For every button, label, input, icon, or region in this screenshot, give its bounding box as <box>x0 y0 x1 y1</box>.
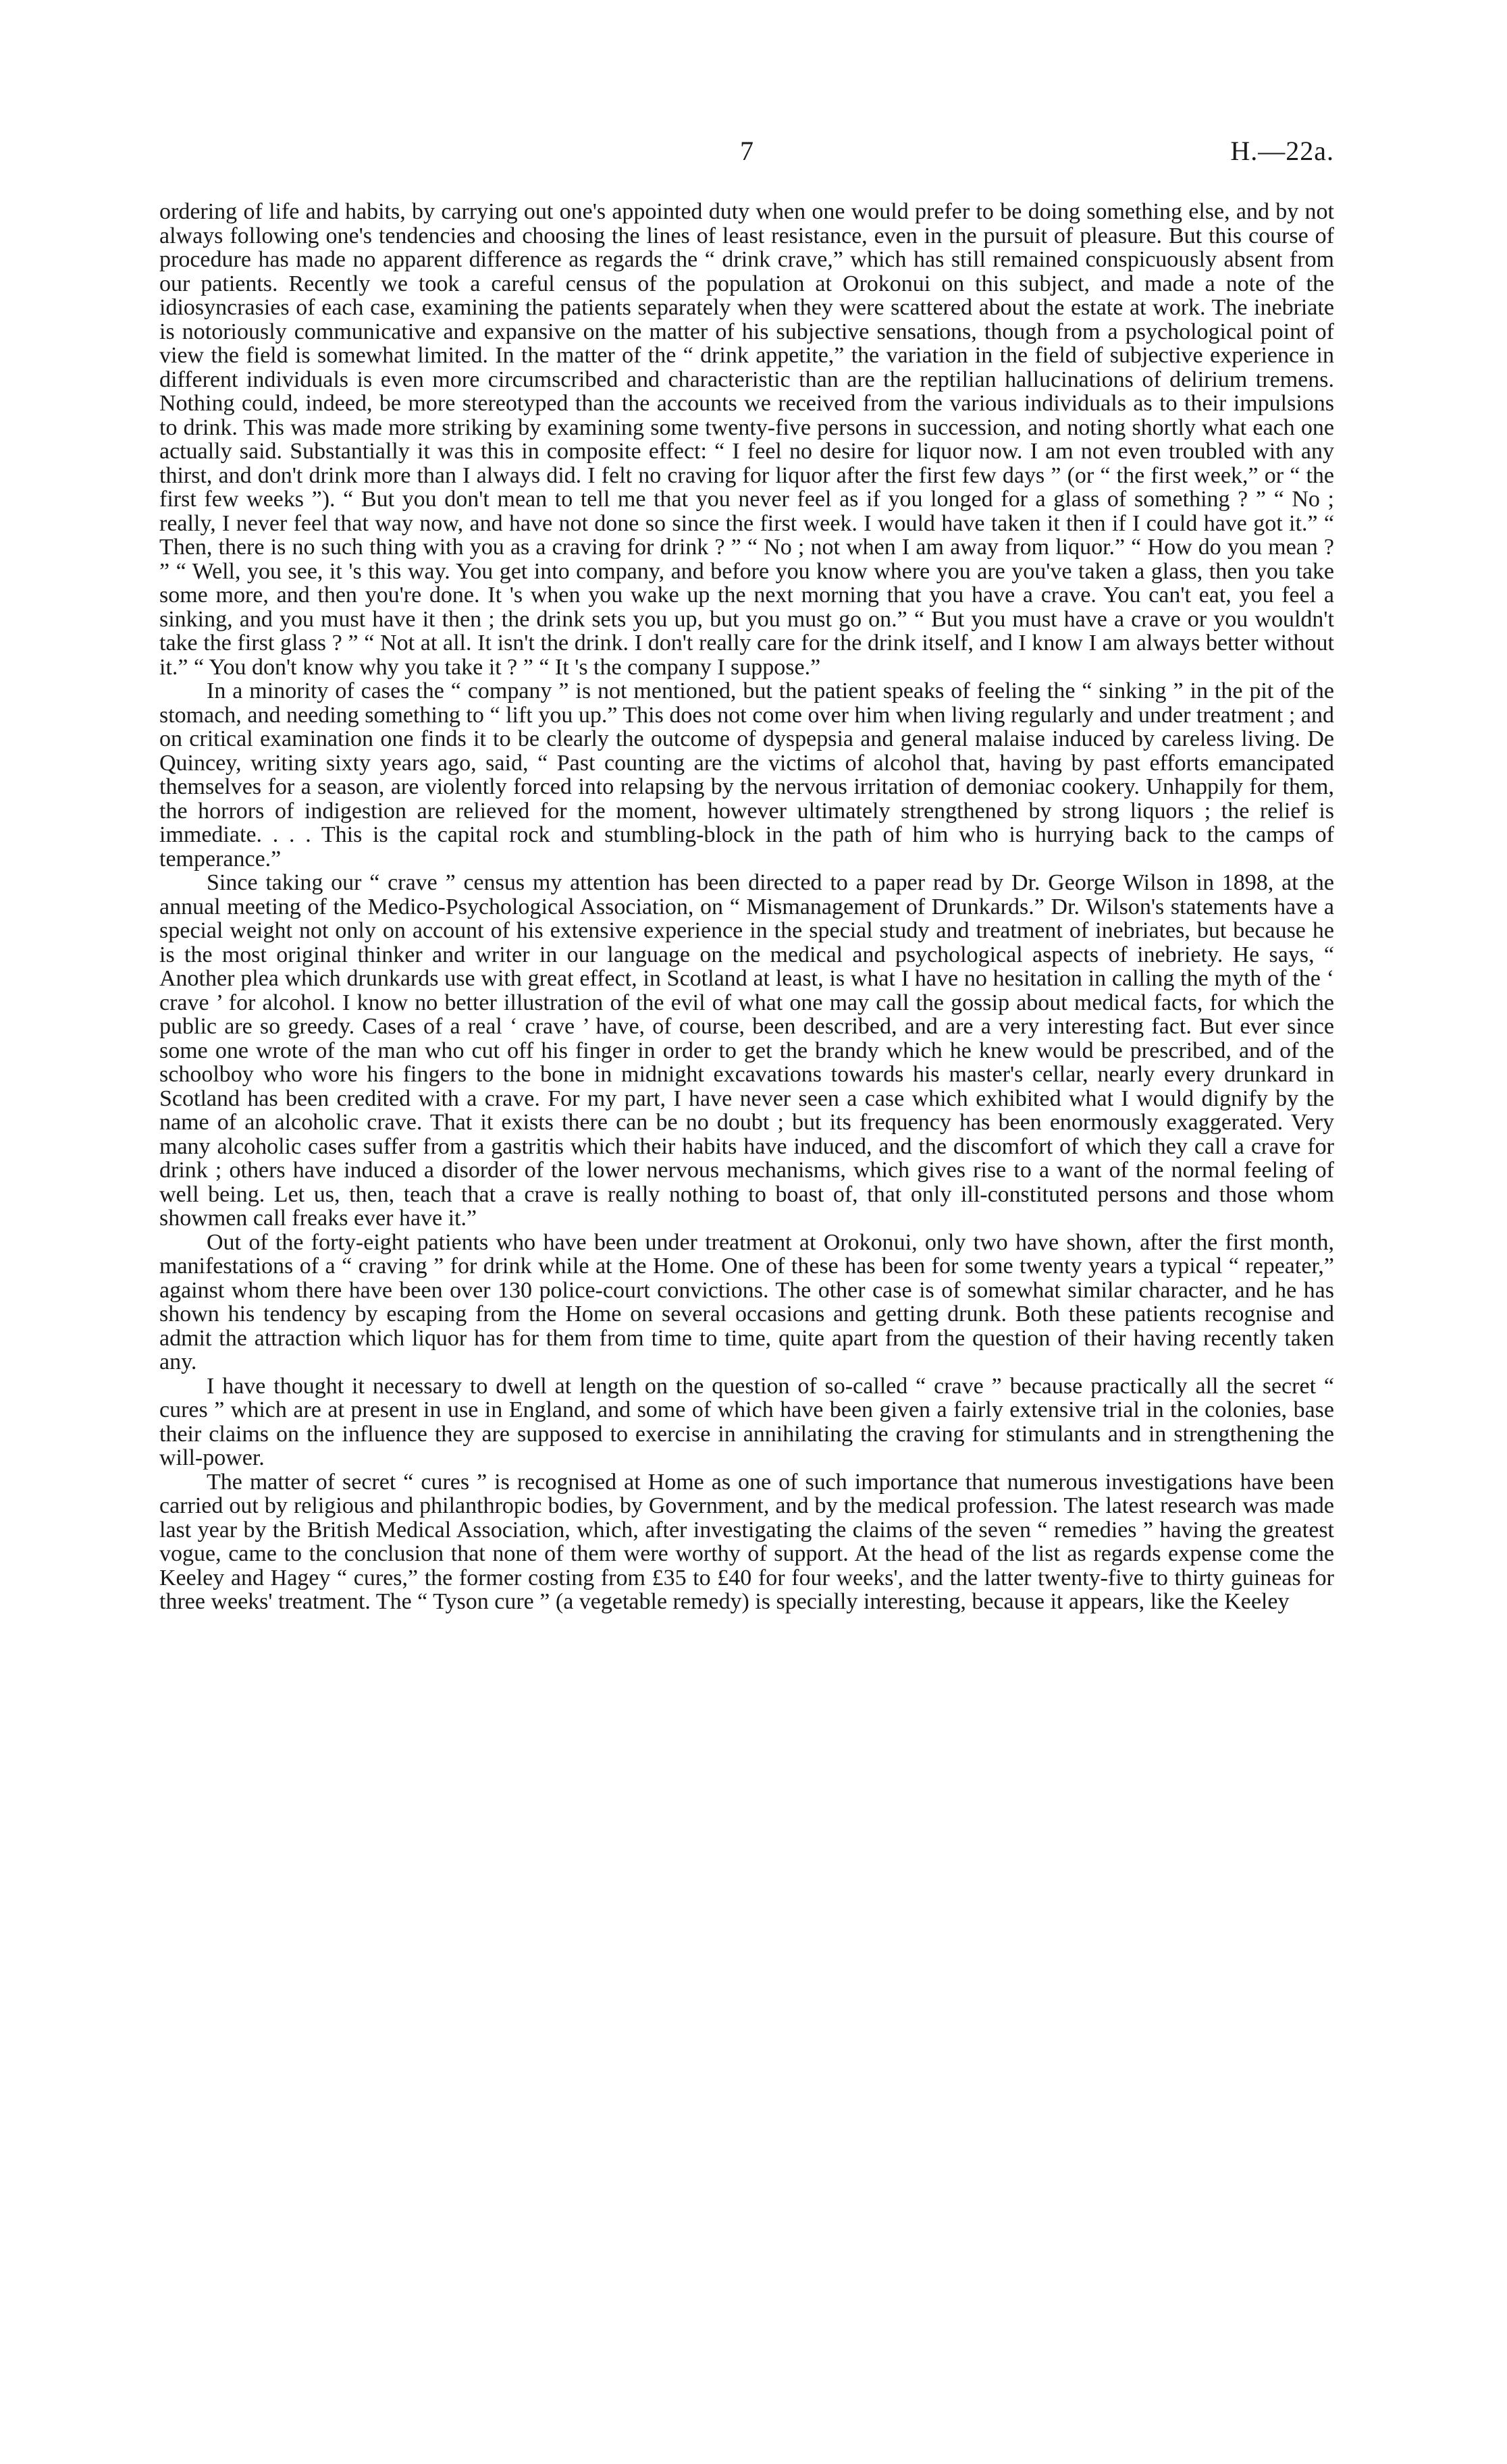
paragraph: Since taking our “ crave ” census my attention has been directed to a paper read by Dr. George Wilson in 1898, at the annual meeting of the Medico-Psychological Association, on “ Mismanagement of Drunkards.” Dr. Wilson's statements have a special weight not only on account of his extensive experience in the special study and treatment of inebriates, but because he is the most original thinker and writer in our language on the medical and psychological aspects of inebriety. He says, “ Another plea which drunkards use with great effect, in Scotland at least, is what I have no hesitation in calling the myth of the ‘ crave ’ for alcohol. I know no better illustration of the evil of what one may call the gossip about medical facts, for which the public are so greedy. Cases of a real ‘ crave ’ have, of course, been described, and are a very interesting fact. But ever since some one wrote of the man who cut off his finger in order to get the brandy which he knew would be prescribed, and of the schoolboy who wore his fingers to the bone in midnight excavations towards his master's cellar, nearly every drunkard in Scotland has been credited with a crave. For my part, I have never seen a case which exhibited what I would dignify by the name of an alcoholic crave. That it exists there can be no doubt ; but its frequency has been enormously exaggerated. Very many alcoholic cases suffer from a gastritis which their habits have induced, and the discomfort of which they call a crave for drink ; others have induced a disorder of the lower nervous mechanisms, which gives rise to a want of the normal feeling of well being. Let us, then, teach that a crave is really nothing to boast of, that only ill-constituted persons and those whom showmen call freaks ever have it.” <box>159 870 1334 1231</box>
body-text <box>159 200 1334 1614</box>
page-number: 7 <box>740 136 754 166</box>
page-header <box>159 135 1334 176</box>
paragraph: In a minority of cases the “ company ” is not mentioned, but the patient speaks of feeling the “ sinking ” in the pit of the stomach, and needing something to “ lift you up.” This does not come over him when living regularly and under treatment ; and on critical examination one finds it to be clearly the outcome of dyspepsia and general malaise induced by careless living. De Quincey, writing sixty years ago, said, “ Past counting are the victims of alcohol that, having by past efforts emancipated themselves for a season, are violently forced into relapsing by the nervous irritation of demoniac cookery. Unhappily for them, the horrors of indigestion are relieved for the moment, however ultimately strengthened by strong liquors ; the relief is immediate. . . . This is the capital rock and stumbling-block in the path of him who is hurrying back to the camps of temperance.” <box>159 678 1334 872</box>
paragraph: ordering of life and habits, by carrying out one's appointed duty when one would prefer to be doing something else, and by not always following one's tendencies and choosing the lines of least resistance, even in the pursuit of pleasure. But this course of procedure has made no apparent difference as regards the “ drink crave,” which has still remained conspicuously absent from our patients. Recently we took a careful census of the population at Orokonui on this subject, and made a note of the idiosyncrasies of each case, examining the patients separately when they were scattered about the estate at work. The inebriate is notoriously communicative and expansive on the matter of his subjective sensations, though from a psychological point of view the field is somewhat limited. In the matter of the “ drink appetite,” the variation in the field of subjective experience in different individuals is even more circumscribed and characteristic than are the reptilian hallucinations of delirium tremens. Nothing could, indeed, be more stereotyped than the accounts we received from the various individuals as to their impulsions to drink. This was made more striking by examining some twenty-five persons in succession, and noting shortly what each one actually said. Substantially it was this in composite effect: “ I feel no desire for liquor now. I am not even troubled with any thirst, and don't drink more than I always did. I felt no craving for liquor after the first few days ” (or “ the first week,” or “ the first few weeks ”). “ But you don't mean to tell me that you never feel as if you longed for a glass of something ? ” “ No ; really, I never feel that way now, and have not done so since the first week. I would have taken it then if I could have got it.” “ Then, there is no such thing with you as a craving for drink ? ” “ No ; not when I am away from liquor.” “ How do you mean ? ” “ Well, you see, it 's this way. You get into company, and before you know where you are you've taken a glass, then you take some more, and then you're done. It 's when you wake up the next morning that you have a crave. You can't eat, you feel a sinking, and you must have it then ; the drink sets you up, but you must go on.” “ But you must have a crave or you wouldn't take the first glass ? ” “ Not at all. It isn't the drink. I don't really care for the drink itself, and I know I am always better without it.” “ You don't know why you take it ? ” “ It 's the company I suppose.” <box>159 199 1334 680</box>
paragraph: The matter of secret “ cures ” is recognised at Home as one of such importance that numerous investigations have been carried out by religious and philanthropic bodies, by Government, and by the medical profession. The latest research was made last year by the British Medical Association, which, after investigating the claims of the seven “ remedies ” having the greatest vogue, came to the conclusion that none of them were worthy of support. At the head of the list as regards expense come the Keeley and Hagey “ cures,” the former costing from £35 to £40 for four weeks', and the latter twenty-five to thirty guineas for three weeks' treatment. The “ Tyson cure ” (a vegetable remedy) is specially interesting, because it appears, like the Keeley <box>159 1469 1334 1614</box>
paragraph: Out of the forty-eight patients who have been under treatment at Orokonui, only two have shown, after the first month, manifestations of a “ craving ” for drink while at the Home. One of these has been for some twenty years a typical “ repeater,” against whom there have been over 130 police-court convictions. The other case is of somewhat similar character, and he has shown his tendency by escaping from the Home on several occasions and getting drunk. Both these patients recognise and admit the attraction which liquor has for them from time to time, quite apart from the question of their having recently taken any. <box>159 1229 1334 1374</box>
paragraph: I have thought it necessary to dwell at length on the question of so-called “ crave ” because practically all the secret “ cures ” which are at present in use in England, and some of which have been given a fairly extensive trial in the colonies, base their claims on the influence they are supposed to exercise in annihilating the craving for stimulants and in strengthening the will-power. <box>159 1373 1334 1470</box>
document-reference: H.—22a. <box>1230 136 1334 166</box>
